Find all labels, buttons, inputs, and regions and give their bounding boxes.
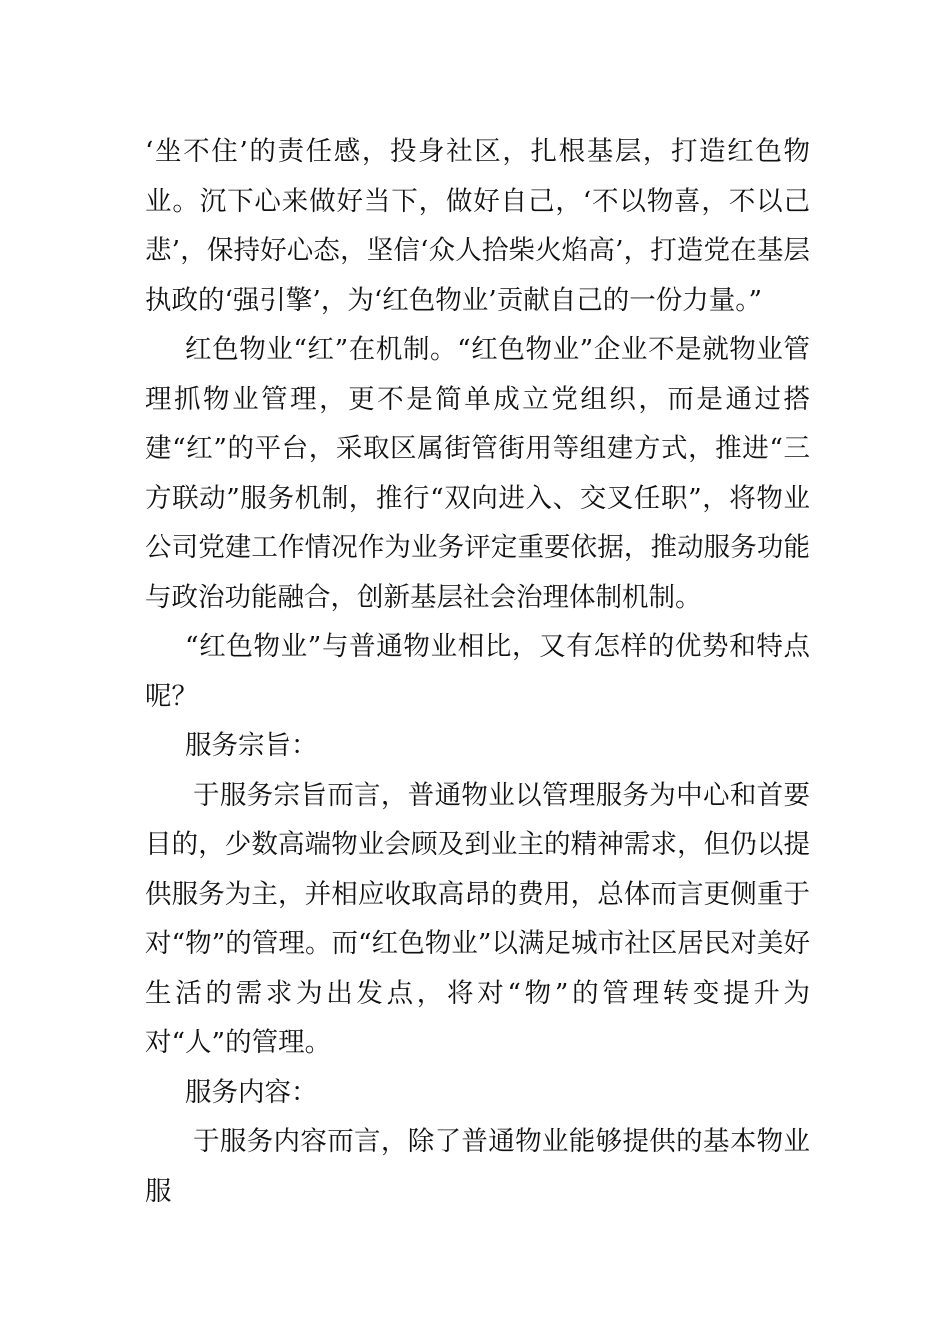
paragraph-continuation: ‘坐不住’的责任感，投身社区，扎根基层，打造红色物业。沉下心来做好当下，做好自己，‘不以物喜，不以己悲’，保持好心态，坚信‘众人拾柴火焰高’，打造党在基层执政的‘强引擎’，为‘红色物业’贡献自己的一份力量。” [145, 136, 810, 316]
paragraph-question: “红色物业”与普通物业相比，又有怎样的优势和特点呢？ [145, 631, 810, 712]
heading-service-purpose: 服务宗旨： [185, 730, 318, 761]
heading-service-content: 服务内容： [185, 1076, 318, 1108]
paragraph-service-content: 于服务内容而言，除了普通物业能够提供的基本物业服 [145, 1126, 810, 1207]
document-page [145, 127, 810, 1216]
paragraph-service-purpose: 于服务宗旨而言，普通物业以管理服务为中心和首要目的，少数高端物业会顾及到业主的精神需求，但仍以提供服务为主，并相应收取高昂的费用，总体而言更侧重于对“物”的管理。而“红色物业”以满足城市社区居民对美好生活的需求为出发点，将对“物”的管理转变提升为对“人”的管理。 [145, 779, 810, 1058]
paragraph-mechanism: 红色物业“红”在机制。“红色物业”企业不是就物业管理抓物业管理，更不是简单成立党组织，而是通过搭建“红”的平台，采取区属街管街用等组建方式，推进“三方联动”服务机制，推行“双向进入、交叉任职”，将物业公司党建工作情况作为业务评定重要依据，推动服务功能与政治功能融合，创新基层社会治理体制机制。 [145, 334, 810, 613]
